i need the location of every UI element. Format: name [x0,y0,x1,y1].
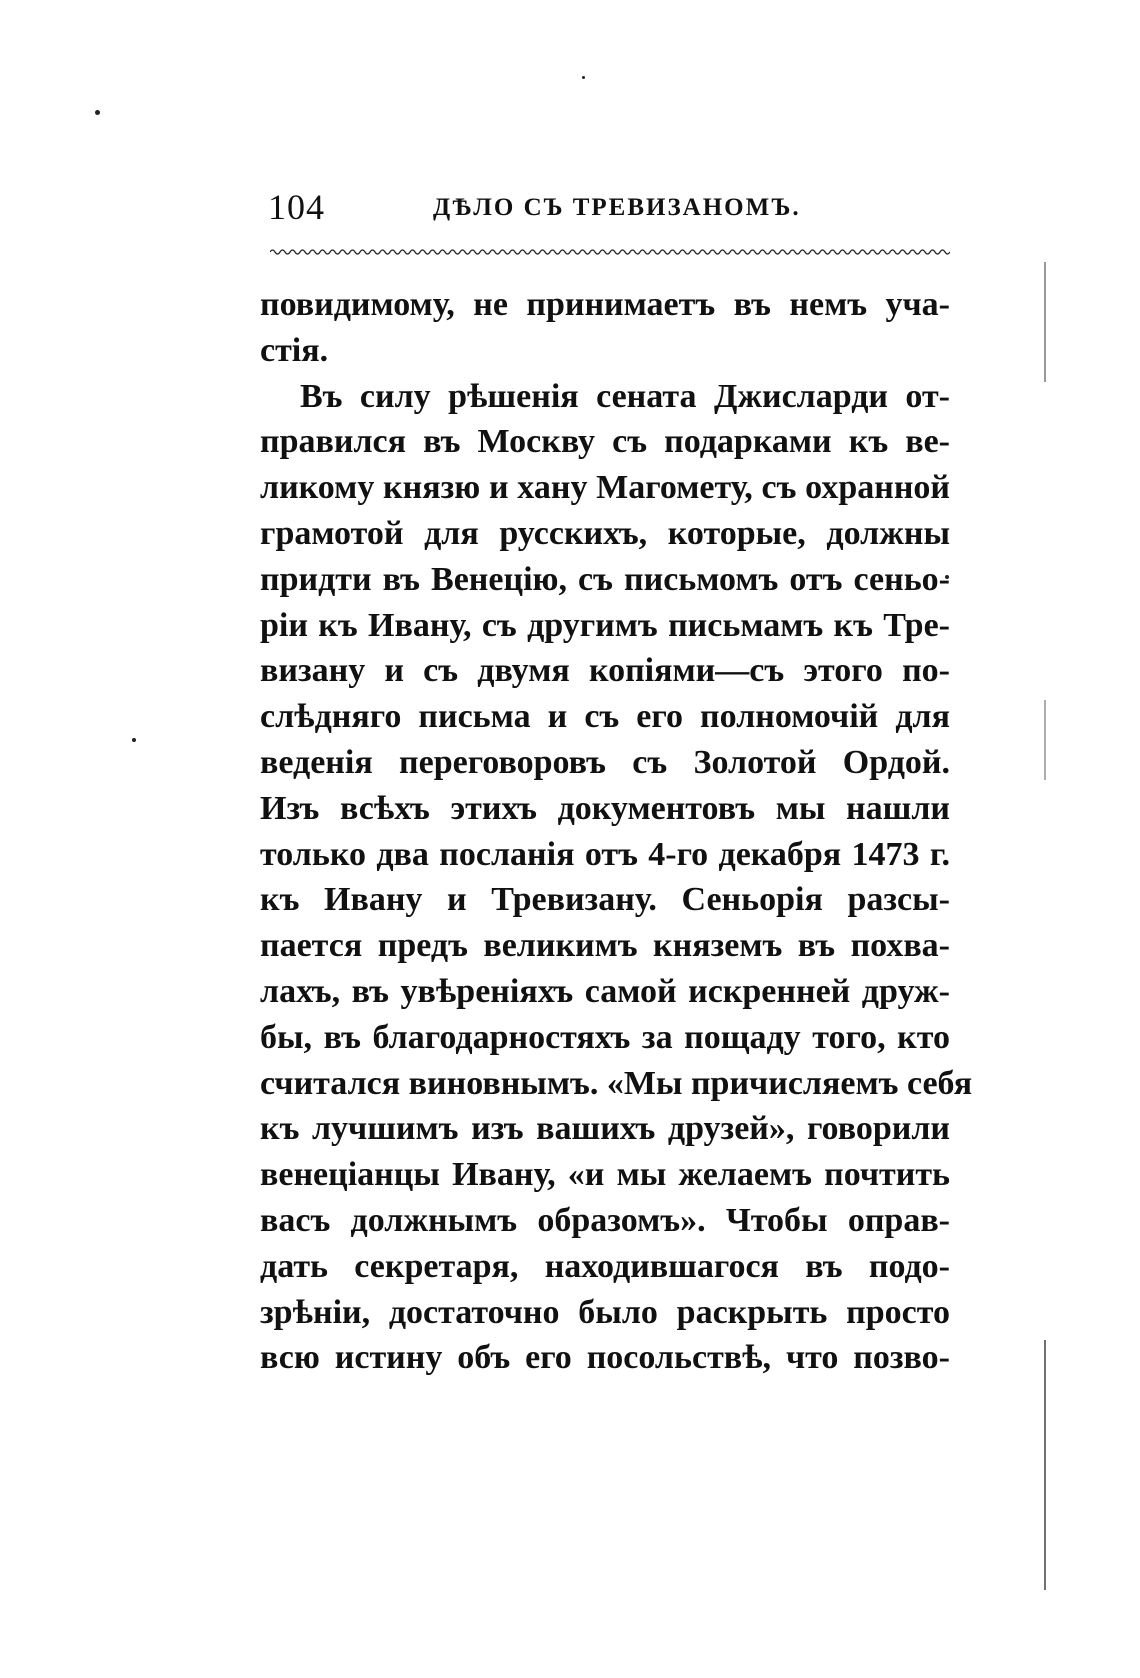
text-line: повидимому, не принимаетъ въ немъ уча- [260,286,950,323]
text-line: грамотой для русскихъ, которые, должны [260,514,950,552]
scan-speck [95,110,100,115]
text-line: Изъ всѣхъ этихъ документовъ мы нашли [260,789,950,827]
text-line: Въ силу рѣшенія сената Джисларди от- [300,377,950,415]
text-line: венеціанцы Ивану, «и мы желаемъ почтить [260,1156,950,1194]
body-text [260,282,973,1381]
text-line: зрѣніи, достаточно было раскрыть просто [260,1293,950,1331]
text-line: къ лучшимъ изъ вашихъ друзей», говорили [260,1110,950,1148]
text-line: къ Ивану и Тревизану. Сеньорія разсы- [260,881,950,919]
text-line: ликому князю и хану Магомету, съ охранной [260,469,950,507]
text-line: только два посланія отъ 4-го декабря 1473 г. [260,835,950,873]
text-line: стія. [260,331,329,369]
text-line: лахъ, въ увѣреніяхъ самой искренней друж- [260,972,950,1010]
text-line: веденія переговоровъ съ Золотой Ордой. [260,743,950,781]
scan-edge-mark [1044,700,1046,780]
text-line: бы, въ благодарностяхъ за пощаду того, кто [260,1018,950,1056]
text-line: считался виновнымъ. «Мы причисляемъ себя [260,1064,973,1102]
text-line: пается предъ великимъ княземъ въ похва- [260,927,950,965]
scan-speck [132,738,136,742]
scan-edge-mark [1044,1340,1046,1590]
scan-speck [582,76,585,79]
header-wavy-rule [270,248,950,256]
text-line: ріи къ Ивану, съ другимъ письмамъ къ Тре- [260,606,950,644]
text-line: дать секретаря, находившагося въ подо- [260,1247,950,1285]
running-title: ДѢЛО СЪ ТРЕВИЗАНОМЪ. [433,194,801,221]
scan-edge-mark [1044,262,1046,382]
text-line: васъ должнымъ образомъ». Чтобы оправ- [260,1201,950,1239]
text-line: слѣдняго письма и съ его полномочій для [260,698,950,736]
text-line: визану и съ двумя копіями—съ этого по- [260,652,950,690]
text-line: правился въ Москву съ подарками къ ве- [260,423,950,461]
page-header [268,186,948,236]
page-number: 104 [268,187,325,227]
text-line: придти въ Венецію, съ письмомъ отъ сеньо- [260,560,950,598]
text-line: всю истину объ его посольствѣ, что позво- [260,1339,950,1377]
